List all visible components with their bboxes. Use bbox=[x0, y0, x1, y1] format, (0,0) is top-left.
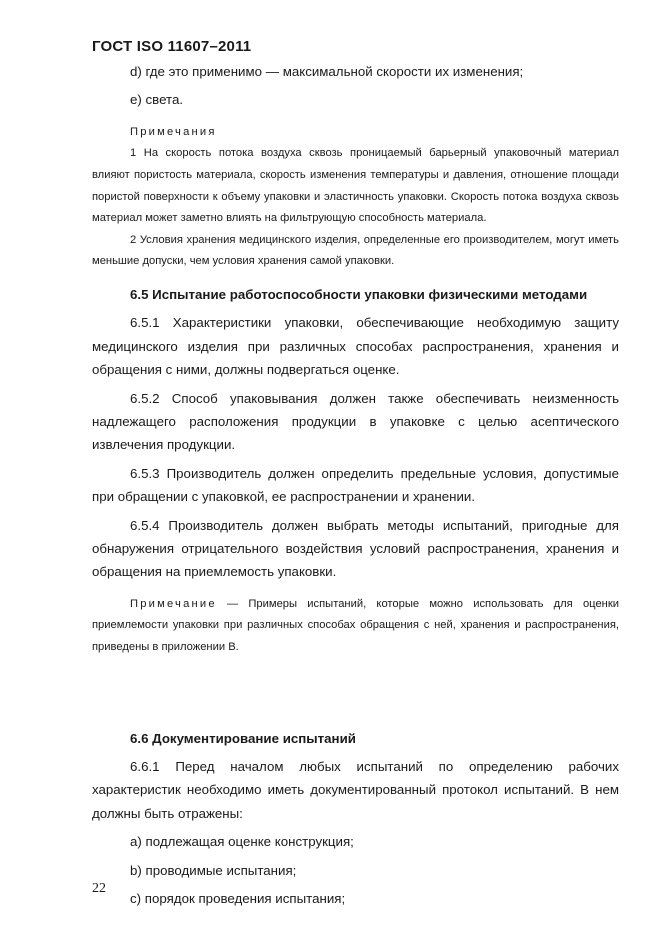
page-number: 22 bbox=[92, 881, 106, 896]
list-item-b: b) проводимые испытания; bbox=[130, 862, 297, 878]
paragraph-6-5-3: 6.5.3 Производитель должен определить предельные условия, допустимые при обращении с упаковкой, ее распространении и хранении. bbox=[92, 465, 619, 505]
paragraph-6-5-4: 6.5.4 Производитель должен выбрать методы испытаний, пригодные для обнаружения отрицательного воздействия условий распространения, хранения и обращения на приемлемость упаковки. bbox=[92, 517, 619, 580]
note-6-5 bbox=[92, 594, 619, 659]
list-item-e: e) света. bbox=[130, 92, 184, 108]
list-item-c: c) порядок проведения испытания; bbox=[130, 891, 346, 907]
section-heading-6-6: 6.6 Документирование испытаний bbox=[130, 730, 356, 746]
note-paragraph-2: 2 Условия хранения медицинского изделия, определенные его производителем, могут иметь меньшие допуски, чем условия хранения самой упаковки. bbox=[92, 233, 619, 268]
paragraph-6-5-1: 6.5.1 Характеристики упаковки, обеспечивающие необходимую защиту медицинского изделия при различных способах распространения, хранения и обращения с ними, должны подвергаться оценке. bbox=[92, 315, 619, 378]
note-6-5-text: — Примеры испытаний, которые можно использовать для оценки приемлемости упаковки при различных способах обращения с ней, хранения и распространения, приведены в приложении B. bbox=[92, 597, 619, 654]
document-code-header: ГОСТ ISO 11607–2011 bbox=[92, 38, 252, 55]
page-content bbox=[92, 60, 619, 910]
note-label: Примечания bbox=[130, 125, 217, 138]
paragraph-6-5-2: 6.5.2 Способ упаковывания должен также обеспечивать неизменность надлежащего расположения продукции в упаковке с целью асептического извлечения продукции. bbox=[92, 390, 619, 453]
note-6-5-label: Примечание bbox=[130, 597, 217, 610]
list-item-d: d) где это применимо — максимальной скорости их изменения; bbox=[130, 64, 524, 79]
section-heading-6-5: 6.5 Испытание работоспособности упаковки физическими методами bbox=[130, 286, 588, 302]
note-paragraph-1: 1 На скорость потока воздуха сквозь проницаемый барьерный упаковочный материал влияют пористость материала, скорость изменения температуры и давления, отношение площади пористой поверхности к объему упаковки и эластичность упаковки. Скорость потока воздуха сквозь материал может заметно влиять на фильтрующую способность материала. bbox=[92, 147, 619, 225]
paragraph-6-6-1: 6.6.1 Перед началом любых испытаний по определению рабочих характеристик необходимо иметь документированный протокол испытаний. В нем должны быть отражены: bbox=[92, 759, 619, 821]
list-item-a: a) подлежащая оценке конструкция; bbox=[130, 834, 354, 850]
